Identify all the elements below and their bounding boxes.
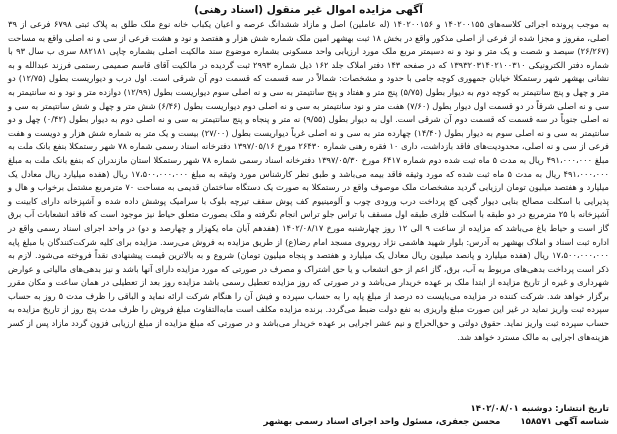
notice-title: آگهی مزایده اموال غیر منقول (اسناد رهنی): [194, 4, 423, 16]
ad-id-value: ۱۵۸۵۷۱: [520, 417, 552, 427]
notice-id-row: [8, 416, 609, 429]
auction-notice: [6, 3, 611, 431]
notice-footer: [8, 403, 609, 429]
publication-date: تاریخ انتشار: دوشنبه ۱۴۰۲/۰۸/۰۱: [470, 404, 609, 414]
ad-id-label: شناسه آگهی: [554, 417, 609, 427]
notice-body: به موجب پرونده اجرائی کلاسه‌های ۱۴۰۲۰۰۱۵۵ و ۱۴۰۲۰۰۱۵۶ (له عاملین) اصل و مازاد ششدانگ عرصه و اعیان یکباب خانه نوع ملک طلق به پلاک ثبتی ۶۷۹۸ فرعی از ۳۹ اصلی، مفروز و مجزا شده از فرعی از اصلی مذکور واقع در بخش ۱۸ ثبت بهشهر امین ملک شماره شش هزار و هفتصد و نود و هشت فرعی از سی و نه اصلی واقع به مساحت (۲۶/۲۶۷) سیصد و شصت و یک متر و نود و نه دسیمتر مربع ملک مورد ارزیابی واحد مسکونی بشماره موضوع سند مالکیت اصلی بشماره چاپی ۸۸۲۱۸۱ سری ب سال ۹۳ با شماره دفتر الکترونیکی ۱۳۹۳۲۰۳۱۴۰۲۱۰۰۳۱۰ که در صفحه ۱۴۳ دفتر املاک جلد ۱۶۲ ذیل شماره ۲۹۹۳ ثبت گردیده در مالکیت آقای قاسم صمیمی رستمی فرزند عبدالله و به نشانی بهشهر شهر رستمکلا خیابان جمهوری کوچه جامی با حدود و مشخصات: شمالاً در سه قسمت که قسمت دوم آن شرقی است. اول درب و دیواریست بطول (۱۲/۷۵) دو متر و چهل و پنج سانتیمتر به کوچه دوم به دیوار بطول (۵/۷۵) پنج متر و هفتاد و پنج سانتیمتر به سی و نه اصلی سوم دیواریست بطول (۱۲/۹۹) دوازده متر و نود و نه سانتیمتر به سی و نه اصلی شرقاً در دو قسمت اول دیوار بطول (۷/۶۰) هفت متر و نود سانتیمتر به سی و نه اصلی دوم دیواریست بطول (۶/۴۶) شش متر و چهل و شش سانتیمتر به سی و نه اصلی جنوباً در سه قسمت که قسمت دوم آن شرقی است. اول به دیوار بطول (۹/۵۵) نه متر و پنجاه و پنج سانتیمتر به سی و نه اصلی دوم به دیوار بطول (۰/۴۲) چهل و دو سانتیمتر به سی و نه اصلی سوم به دیوار بطول (۱۴/۴۰) چهارده متر به سی و نه اصلی غرباً دیواریست بطول (۲۷/۰۰) بیست و یک متر به شماره شش هزار و دویست و هفت فرعی از سی و نه اصلی، محدودیت‌های فاقد بازداشت، داری ۱۰ فقره رهنی شماره ۲۶۴۳۰ مورخ ۱۳۹۷/۰۵/۱۶ دفترخانه اسناد رسمی شماره ۷۸ شهر رستمکلا بنفع بانک ملت به مبلغ ۴۹۱،۰۰۰،۰۰۰ ریال به مدت ۵ ماه ثبت شده دوم شماره ۶۴۱۷ مورخ ۱۳۹۷/۰۵/۳۰ دفترخانه اسناد رسمی شماره ۷۸ شهر رستمکلا استان مازندران که بنفع بانک ملت به مبلغ ۴۹۱،۰۰۰،۰۰۰ ریال به مدت ۵ ماه ثبت شده که مورد وثیقه فاقد بیمه می‌باشد و طبق نظر کارشناس مورد وثیقه به مبلغ ۱۷،۵۰۰،۰۰۰،۰۰۰ ریال (هفده میلیارد ریال معادل یک میلیارد و هفتصد میلیون تومان ارزیابی گردید مشخصات ملک موصوف واقع در رستمکلا به صورت یک دستگاه ساختمان قدیمی به مساحت ۷۰ مترمربع مشتمل برخواب و هال و پذیرایی با اسکلت مصالح بنایی دیوار گچی کچ پرداخت درب ورودی چوب و آلومینیوم کف پوش سقف تیرچه بلوک با سرامیک پوشش داده شده و آشپزخانه دارای کابینت و آشپزخانه با ۲۵ مترمربع در دو طبقه با اسکلت فلزی طبقه اول مسقف با تراس جلو تراس انجام نگرفته و ملک بصورت متعلق حیاط نیز موجود است که فاقد انشعابات آب برق گاز است و حیاط باغ می‌باشد که مزایده از ساعت ۹ الی ۱۲ روز چهارشنبه مورخ ۱۴۰۲/۰۸/۱۷ (هفدهم آبان ماه یکهزار و چهارصد و دو) در واحد اجرای اسناد رسمی واقع در اداره ثبت اسناد و املاک بهشهر به آدرس: بلوار شهید هاشمی نژاد روبروی مسجد امام رضا(ع) از طریق مزایده به فروش می‌رسد. مزایده برای کلیه شرکت‌کنندگان با مبلغ پایه ۱۷،۵۰۰،۰۰۰،۰۰۰ ریال (هفده میلیارد و پانصد میلیون ریال معادل یک میلیارد و هفتصد و پنجاه میلیون تومان) شروع و به بالاترین قیمت پیشنهادی نقداً فروخته می‌شود. لازم به ذکر است پرداخت بدهی‌های مربوط به آب، برق، گاز اعم از حق انشعاب و یا حق اشتراک و مصرف در صورتی که مورد مزایده دارای آنها باشد و نیز بدهی‌های مالیاتی و عوارض شهرداری و غیره از تاریخ مزایده از ابتدا ملک بر عهده خریدار می‌باشد و در صورتی که روز مزایده تعطیل رسمی باشد مزایده روز بعد از تعطیلی در همان ساعت و مکان مقرر برگزار خواهد شد. شرکت کننده در مزایده می‌بایست ده درصد از مبلغ پایه را به حساب سپرده و فیش آن را هنگام شرکت ارائه نماید و الباقی را ظرف مدت ۵ روز به حساب سپرده ثبت واریز نماید در غیر این صورت مبلغ واریزی به نفع دولت ضبط می‌گردد. برنده مزایده مکلف است مابه‌التفاوت مبلغ فروش را ظرف مدت پنج روز از تاریخ مزایده به حساب سپرده ثبت واریز نماید. حقوق دولتی و حق‌الحراج و نیم عشر اجرایی بر عهده خریدار می‌باشد و در صورتی که مبلغ مزایده از مبلغ ارزیابی فزون گردد مازاد پس از کسر هزینه‌های اجرایی به مالک مسترد خواهد شد.: [8, 19, 610, 342]
signature: محسن جعفری، مسئول واحد اجرای اسناد رسمی بهشهر: [263, 417, 501, 427]
